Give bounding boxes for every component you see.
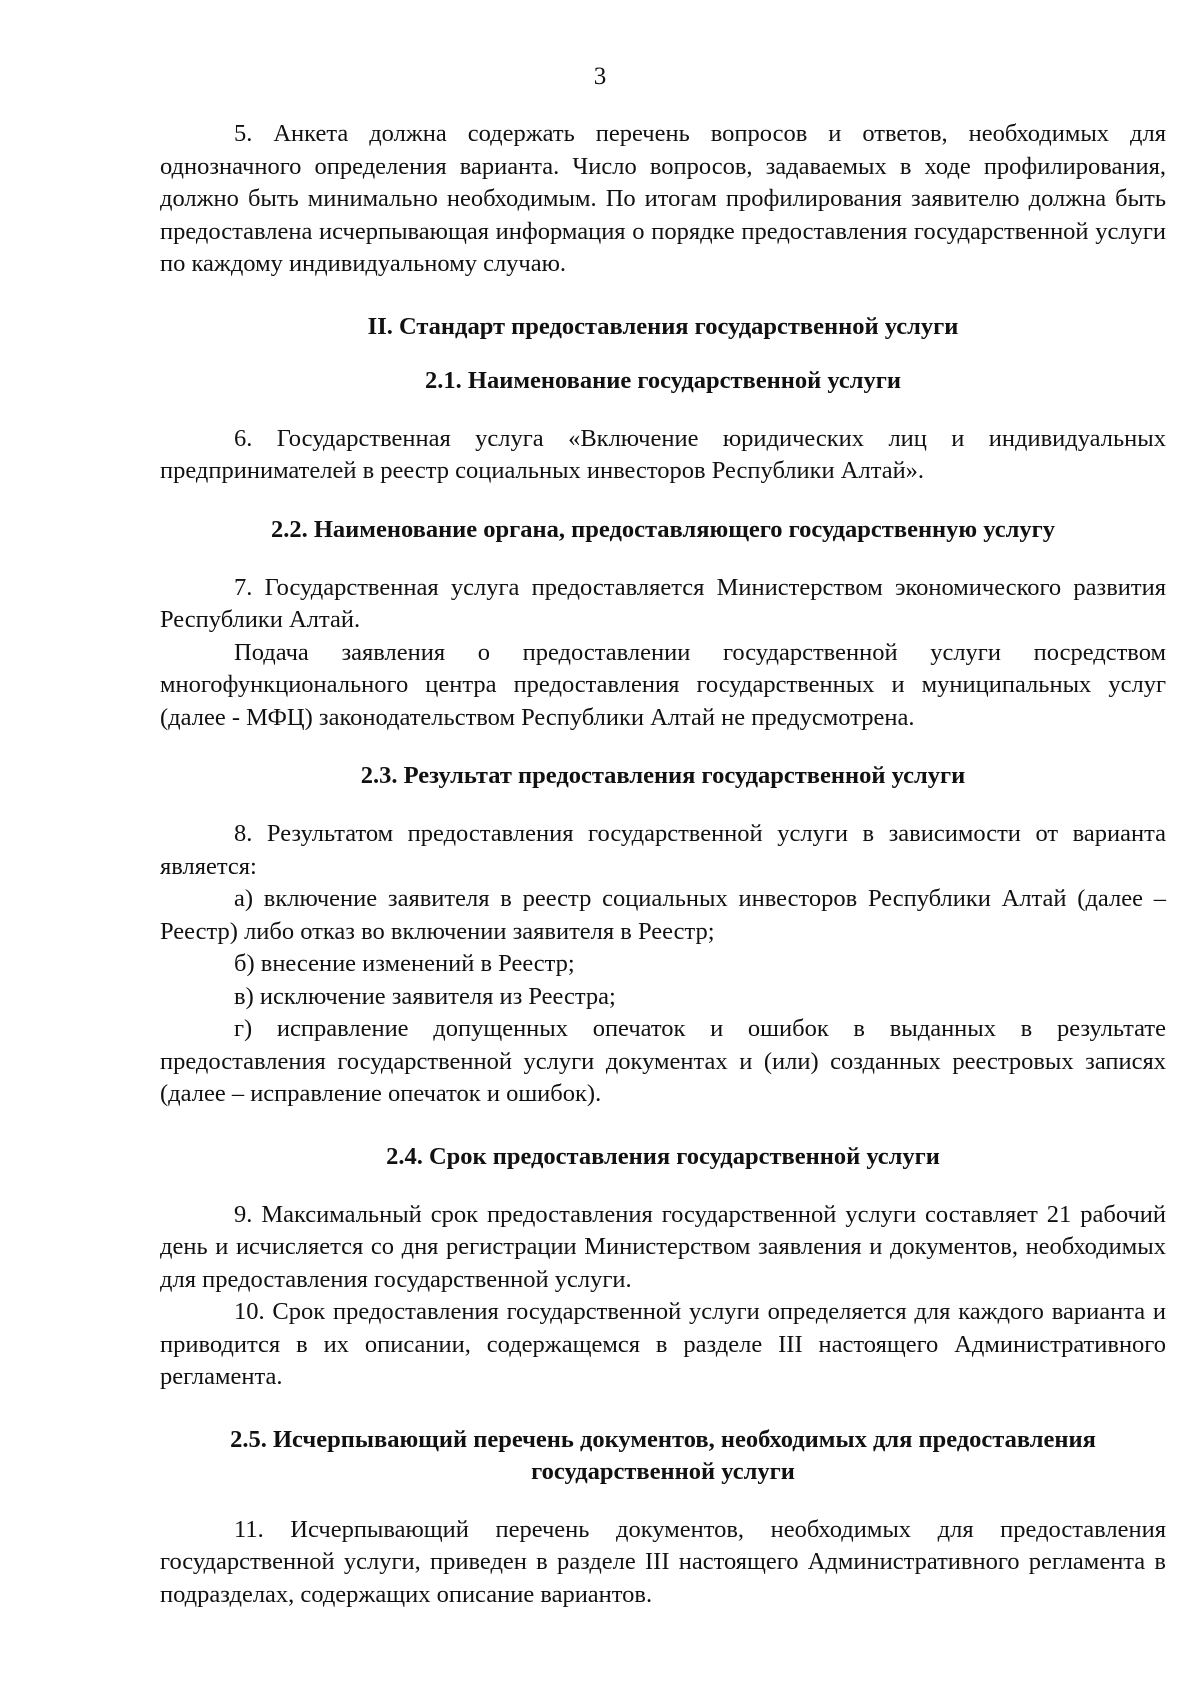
subsection-2-4-heading: 2.4. Срок предоставления государственной услуги — [386, 1142, 940, 1170]
paragraph-7-mfc: Подача заявления о предоставлении государственной услуги посредством многофункционального центра предоставления государственных и муниципальных услуг (далее - МФЦ) законодательством Республики Алтай не предусмотрена. — [160, 638, 1166, 731]
paragraph-11: 11. Исчерпывающий перечень документов, необходимых для предоставления государственной услуги, приведен в разделе III настоящего Административного регламента в подразделах, содержащих описание вариантов. — [160, 1515, 1166, 1608]
paragraph-10: 10. Срок предоставления государственной услуги определяется для каждого варианта и приводится в их описании, содержащемся в разделе III настоящего Административного регламента. — [160, 1298, 1166, 1390]
subsection-2-1-heading: 2.1. Наименование государственной услуги — [425, 366, 901, 394]
paragraph-8-item-a: а) включение заявителя в реестр социальных инвесторов Республики Алтай (далее – Реестр) либо отказ во включении заявителя в Реестр; — [160, 885, 1166, 945]
subsection-2-2-heading: 2.2. Наименование органа, предоставляющего государственную услугу — [270, 515, 1056, 543]
paragraph-8-item-v: в) исключение заявителя из Реестра; — [234, 982, 616, 1010]
document-body — [160, 118, 1166, 1611]
paragraph-5: 5. Анкета должна содержать перечень вопросов и ответов, необходимых для однозначного определения варианта. Число вопросов, задаваемых в ходе профилирования, должно быть минимально необходимым. По итогам профилирования заявителю должна быть предоставлена исчерпывающая информация о порядке предоставления государственной услуги по каждому индивидуальному случаю. — [160, 120, 1166, 277]
paragraph-6: 6. Государственная услуга «Включение юридических лиц и индивидуальных предпринимателей в реестр социальных инвесторов Республики Алтай». — [160, 424, 1166, 484]
paragraph-7: 7. Государственная услуга предоставляется Министерством экономического развития Республики Алтай. — [160, 573, 1166, 633]
paragraph-9: 9. Максимальный срок предоставления государственной услуги составляет 21 рабочий день и исчисляется со дня регистрации Министерством заявления и документов, необходимых для предоставления государственной услуги. — [160, 1200, 1166, 1293]
subsection-2-3-heading: 2.3. Результат предоставления государственной услуги — [360, 762, 966, 789]
paragraph-8-item-b: б) внесение изменений в Реестр; — [234, 950, 575, 977]
section-2-heading: II. Стандарт предоставления государственной услуги — [367, 312, 959, 340]
subsection-2-5-heading: 2.5. Исчерпывающий перечень документов, необходимых для предоставления государственной услуги — [230, 1425, 1096, 1485]
page-number: 3 — [593, 63, 607, 90]
paragraph-8: 8. Результатом предоставления государственной услуги в зависимости от варианта является: — [160, 820, 1166, 880]
paragraph-8-item-g: г) исправление допущенных опечаток и ошибок в выданных в результате предоставления государственной услуги документах и (или) созданных реестровых записях (далее – исправление опечаток и ошибок). — [160, 1015, 1166, 1107]
